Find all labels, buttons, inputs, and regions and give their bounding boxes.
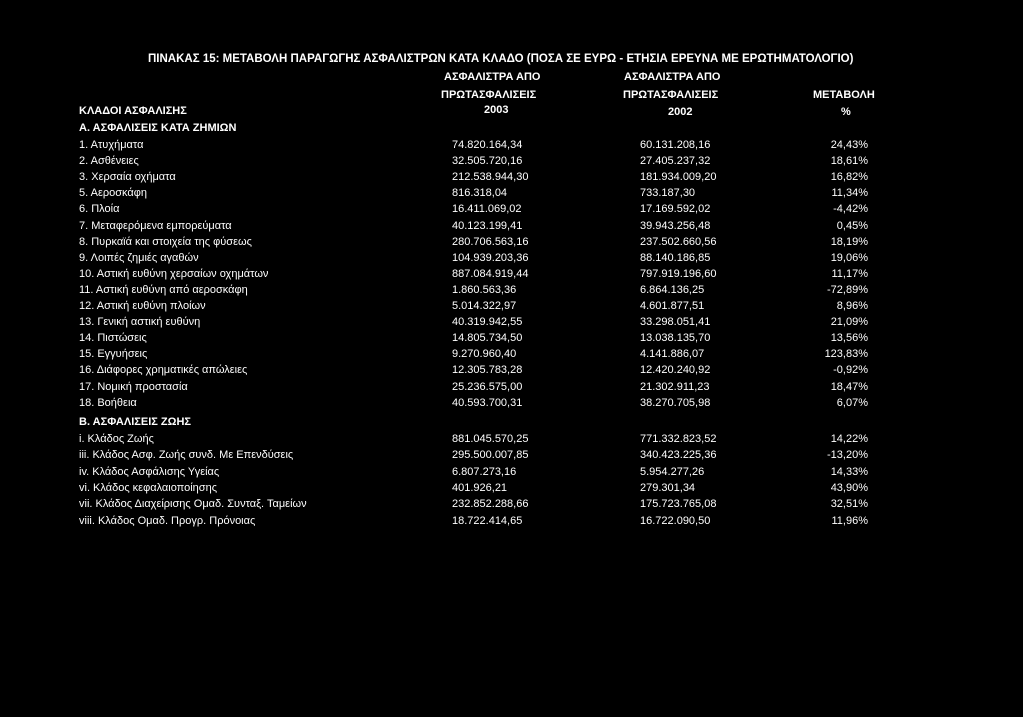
change-percent: -72,89% [827,283,868,296]
table-row [0,316,1023,329]
value-2002: 4.141.886,07 [640,348,705,361]
value-2003: 32.505.720,16 [452,155,523,168]
col-change-unit: % [841,106,851,118]
table-row [0,348,1023,361]
change-percent: 18,61% [830,155,868,168]
table-row [0,236,1023,249]
value-2002: 13.038.135,70 [640,332,711,345]
row-label: 2. Ασθένειες [79,155,139,168]
value-2003: 104.939.203,36 [452,251,529,264]
value-2003: 40.123.199,41 [452,219,523,232]
change-percent: 24,43% [830,139,868,151]
table-row [0,187,1023,200]
change-percent: 16,82% [830,171,868,184]
value-2002: 340.423.225,36 [640,449,717,462]
change-percent: 6,07% [836,396,868,409]
table-row [0,433,1023,446]
row-label: iii. Κλάδος Ασφ. Ζωής συνδ. Με Επενδύσεις [79,449,294,462]
page-title: ΠΙΝΑΚΑΣ 15: ΜΕΤΑΒΟΛΗ ΠΑΡΑΓΩΓΗΣ ΑΣΦΑΛΙΣΤΡΩΝ ΚΑΤΑ ΚΛΑΔΟ (ΠΟΣΑ ΣΕ ΕΥΡΩ - ΕΤΗΣΙΑ ΕΡΕΥΝΑ ΜΕ ΕΡΩΤΗΜΑΤΟΛΟΓΙΟ) [148,53,854,65]
row-label: 9. Λοιπές ζημιές αγαθών [79,251,199,264]
value-2003: 816.318,04 [452,187,508,200]
value-2003: 401.926,21 [452,481,508,494]
row-label: 6. Πλοία [79,203,120,216]
change-percent: 123,83% [824,348,868,361]
row-label: vi. Κλάδος κεφαλαιοποίησης [79,481,217,494]
value-2003: 14.805.734,50 [452,332,523,345]
value-2003: 74.820.164,34 [452,139,523,151]
row-label: iv. Κλάδος Ασφάλισης Υγείας [79,465,220,478]
table-row [0,449,1023,462]
value-2002: 17.169.592,02 [640,203,711,216]
change-percent: 32,51% [830,498,868,511]
value-2003: 18.722.414,65 [452,514,523,527]
change-percent: 11,34% [831,187,868,200]
value-2003: 5.014.322,97 [452,300,517,312]
table-row [0,284,1023,297]
value-2003: 280.706.563,16 [452,235,529,248]
table-row [0,300,1023,313]
change-percent: 11,96% [831,514,868,527]
value-2003: 16.411.069,02 [452,203,522,216]
value-2003: 881.045.570,25 [452,433,529,445]
table-row [0,220,1023,233]
row-label: viii. Κλάδος Ομαδ. Προγρ. Πρόνοιας [79,514,256,527]
col-2002-year: 2002 [668,106,693,118]
value-2002: 279.301,34 [640,481,696,494]
value-2002: 6.864.136,25 [640,283,705,296]
value-2003: 6.807.273,16 [452,465,517,478]
change-percent: 18,19% [830,235,868,248]
table-row [0,252,1023,265]
value-2003: 12.305.783,28 [452,364,523,377]
col-2003-year: 2003 [484,104,509,116]
change-percent: -0,92% [833,364,868,377]
value-2002: 88.140.186,85 [640,251,711,264]
col-2002-header-line1: ΑΣΦΑΛΙΣΤΡΑ ΑΠΟ [624,71,721,83]
row-label: 3. Χερσαία οχήματα [79,171,176,184]
value-2003: 40.319.942,55 [452,316,523,329]
value-2002: 38.270.705,98 [640,396,711,409]
value-2002: 27.405.237,32 [640,155,711,168]
change-percent: 21,09% [830,316,868,329]
change-percent: 14,33% [830,465,868,478]
col-2003-header-line2: ΠΡΩΤΑΣΦΑΛΙΣΕΙΣ [441,89,537,101]
row-label: 1. Ατυχήματα [79,139,144,151]
col-2003-header-line1: ΑΣΦΑΛΙΣΤΡΑ ΑΠΟ [444,71,541,83]
change-percent: 13,56% [830,332,868,345]
value-2003: 9.270.960,40 [452,348,517,361]
row-label: 14. Πιστώσεις [79,332,147,345]
row-label: 10. Αστική ευθύνη χερσαίων οχημάτων [79,267,269,280]
change-percent: 14,22% [830,433,868,445]
table-row [0,498,1023,511]
value-2003: 232.852.288,66 [452,498,529,511]
row-label: 18. Βοήθεια [79,396,137,409]
value-2003: 40.593.700,31 [452,396,523,409]
change-percent: 43,90% [830,481,868,494]
value-2002: 5.954.277,26 [640,465,705,478]
value-2002: 797.919.196,60 [640,267,717,280]
table-row [0,268,1023,281]
section-a-title: Α. ΑΣΦΑΛΙΣΕΙΣ ΚΑΤΑ ΖΗΜΙΩΝ [79,122,237,134]
row-label: 13. Γενική αστική ευθύνη [79,316,201,329]
value-2003: 25.236.575,00 [452,380,523,393]
change-percent: 11,17% [831,267,868,280]
change-percent: 8,96% [836,300,868,312]
table-row [0,397,1023,410]
value-2002: 16.722.090,50 [640,514,711,527]
table-row [0,482,1023,495]
value-2003: 295.500.007,85 [452,449,529,462]
table-row [0,203,1023,216]
change-percent: -13,20% [827,449,868,462]
table-row [0,466,1023,479]
value-2002: 60.131.208,16 [640,139,711,151]
row-header: ΚΛΑΔΟΙ ΑΣΦΑΛΙΣΗΣ [79,105,187,117]
value-2003: 887.084.919,44 [452,267,529,280]
table-row [0,332,1023,345]
row-label: 7. Μεταφερόμενα εμπορεύματα [79,219,232,232]
value-2002: 733.187,30 [640,187,696,200]
value-2002: 175.723.765,08 [640,498,717,511]
value-2002: 12.420.240,92 [640,364,711,377]
value-2002: 4.601.877,51 [640,300,705,312]
row-label: i. Κλάδος Ζωής [79,433,154,445]
change-percent: 18,47% [830,380,868,393]
row-label: 11. Αστική ευθύνη από αεροσκάφη [79,283,248,296]
col-2002-header-line2: ΠΡΩΤΑΣΦΑΛΙΣΕΙΣ [623,89,719,101]
value-2002: 771.332.823,52 [640,433,717,445]
change-percent: -4,42% [833,203,868,216]
row-label: 12. Αστική ευθύνη πλοίων [79,300,206,312]
change-percent: 0,45% [836,219,868,232]
value-2002: 21.302.911,23 [640,380,710,393]
table-row [0,155,1023,168]
row-label: 15. Εγγυήσεις [79,348,148,361]
change-percent: 19,06% [830,251,868,264]
col-change-header: ΜΕΤΑΒΟΛΗ [813,89,875,101]
row-label: 5. Αεροσκάφη [79,187,148,200]
row-label: 17. Νομική προστασία [79,380,188,393]
row-label: vii. Κλάδος Διαχείρισης Ομαδ. Συνταξ. Ταμείων [79,498,307,511]
table-row [0,515,1023,528]
value-2003: 1.860.563,36 [452,283,517,296]
table-row [0,139,1023,152]
value-2002: 33.298.051,41 [640,316,711,329]
row-label: 16. Διάφορες χρηματικές απώλειες [79,364,248,377]
value-2002: 181.934.009,20 [640,171,717,184]
table-row [0,171,1023,184]
value-2003: 212.538.944,30 [452,171,529,184]
row-label: 8. Πυρκαϊά και στοιχεία της φύσεως [79,235,252,248]
value-2002: 39.943.256,48 [640,219,711,232]
value-2002: 237.502.660,56 [640,235,717,248]
table-row [0,364,1023,377]
table-row [0,381,1023,394]
section-b-title: Β. ΑΣΦΑΛΙΣΕΙΣ ΖΩΗΣ [79,416,191,428]
